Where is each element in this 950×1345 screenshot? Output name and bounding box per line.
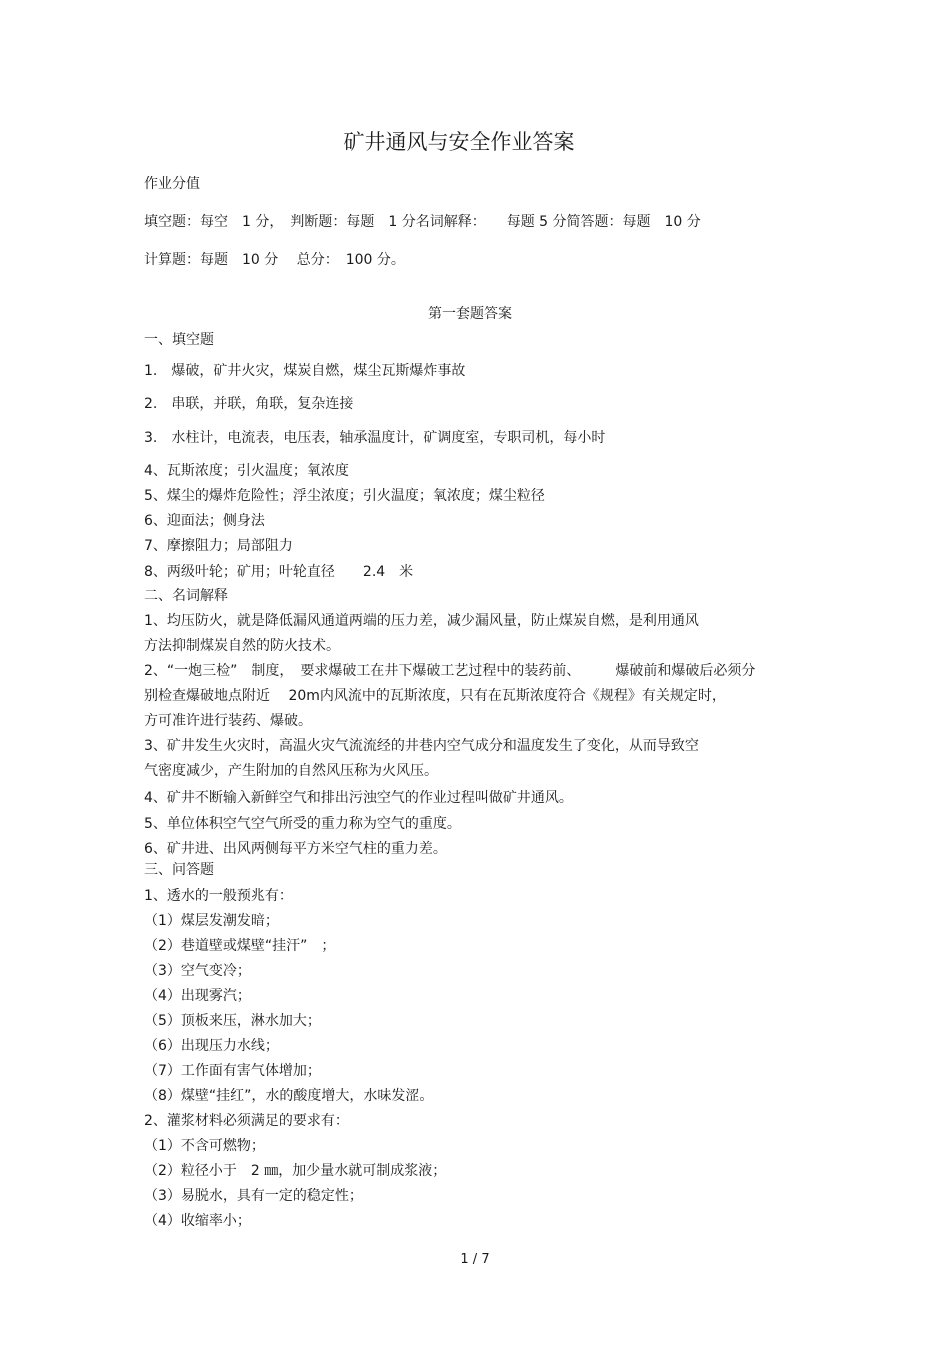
term-answer-5: 5、单位体积空气空气所受的重力称为空气的重度。 <box>144 816 461 832</box>
qa-1-item-2: （2）巷道壁或煤壁“挂汗” ； <box>144 938 336 954</box>
fill-answer-3: 3. 水柱计，电流表，电压表，轴承温度计，矿调度室，专职司机，每小时 <box>144 430 606 446</box>
page-number: 1 / 7 <box>460 1252 490 1267</box>
qa-1-item-3: （3）空气变冷； <box>144 963 251 979</box>
term-answer-2-line-3: 方可准许进行装药、爆破。 <box>144 713 312 729</box>
qa-1-item-8: （8）煤壁“挂红”，水的酸度增大，水味发涩。 <box>144 1088 434 1104</box>
score-line-2: 计算题：每题 10 分 总分： 100 分。 <box>144 252 405 268</box>
fill-answer-5: 5、煤尘的爆炸危险性；浮尘浓度；引火温度；氧浓度；煤尘粒径 <box>144 488 545 504</box>
set-one-title: 第一套题答案 <box>428 306 512 322</box>
fill-answer-6: 6、迎面法；侧身法 <box>144 513 265 529</box>
term-answer-3-line-2: 气密度减少，产生附加的自然风压称为火风压。 <box>144 763 438 779</box>
term-answer-6: 6、矿井进、出风两侧每平方米空气柱的重力差。 <box>144 841 447 857</box>
qa-1-item-7: （7）工作面有害气体增加； <box>144 1063 321 1079</box>
fill-answer-1: 1. 爆破，矿井火灾，煤炭自燃，煤尘瓦斯爆炸事故 <box>144 363 466 379</box>
fill-answer-4: 4、瓦斯浓度；引火温度；氧浓度 <box>144 463 349 479</box>
qa-2-item-1: （1）不含可燃物； <box>144 1138 265 1154</box>
score-heading: 作业分值 <box>144 176 200 192</box>
qa-1-item-4: （4）出现雾汽； <box>144 988 251 1004</box>
qa-2-item-2: （2）粒径小于 2 ㎜，加少量水就可制成浆液； <box>144 1163 447 1179</box>
score-line-1: 填空题：每空 1 分， 判断题：每题 1 分名词解释： 每题 5 分简答题：每题 10 分 <box>144 214 701 230</box>
qa-question-1: 1、透水的一般预兆有： <box>144 888 293 904</box>
term-answer-1-line-2: 方法抑制煤炭自然的防火技术。 <box>144 638 340 654</box>
term-answer-2-line-1: 2、“一炮三检” 制度， 要求爆破工在井下爆破工艺过程中的装药前、 爆破前和爆破后必须分 <box>144 663 756 679</box>
section-terms: 二、名词解释 <box>144 588 228 604</box>
qa-1-item-5: （5）顶板来压，淋水加大； <box>144 1013 321 1029</box>
section-fill-blank: 一、填空题 <box>144 332 214 348</box>
term-answer-1-line-1: 1、均压防火，就是降低漏风通道两端的压力差，减少漏风量，防止煤炭自燃，是利用通风 <box>144 613 699 629</box>
qa-2-item-4: （4）收缩率小； <box>144 1213 251 1229</box>
section-qa: 三、问答题 <box>144 862 214 878</box>
term-answer-2-line-2: 别检查爆破地点附近 20m内风流中的瓦斯浓度，只有在瓦斯浓度符合《规程》有关规定时， <box>144 688 726 704</box>
term-answer-3-line-1: 3、矿井发生火灾时，高温火灾气流流经的井巷内空气成分和温度发生了变化，从而导致空 <box>144 738 699 754</box>
fill-answer-7: 7、摩擦阻力；局部阻力 <box>144 538 293 554</box>
qa-2-item-3: （3）易脱水，具有一定的稳定性； <box>144 1188 363 1204</box>
fill-answer-2: 2. 串联，并联，角联，复杂连接 <box>144 396 354 412</box>
qa-question-2: 2、灌浆材料必须满足的要求有： <box>144 1113 349 1129</box>
document-title: 矿井通风与安全作业答案 <box>343 130 575 154</box>
qa-1-item-6: （6）出现压力水线； <box>144 1038 279 1054</box>
qa-1-item-1: （1）煤层发潮发暗； <box>144 913 279 929</box>
term-answer-4: 4、矿井不断输入新鲜空气和排出污浊空气的作业过程叫做矿井通风。 <box>144 790 573 806</box>
fill-answer-8: 8、两级叶轮；矿用；叶轮直径 2.4 米 <box>144 564 414 580</box>
